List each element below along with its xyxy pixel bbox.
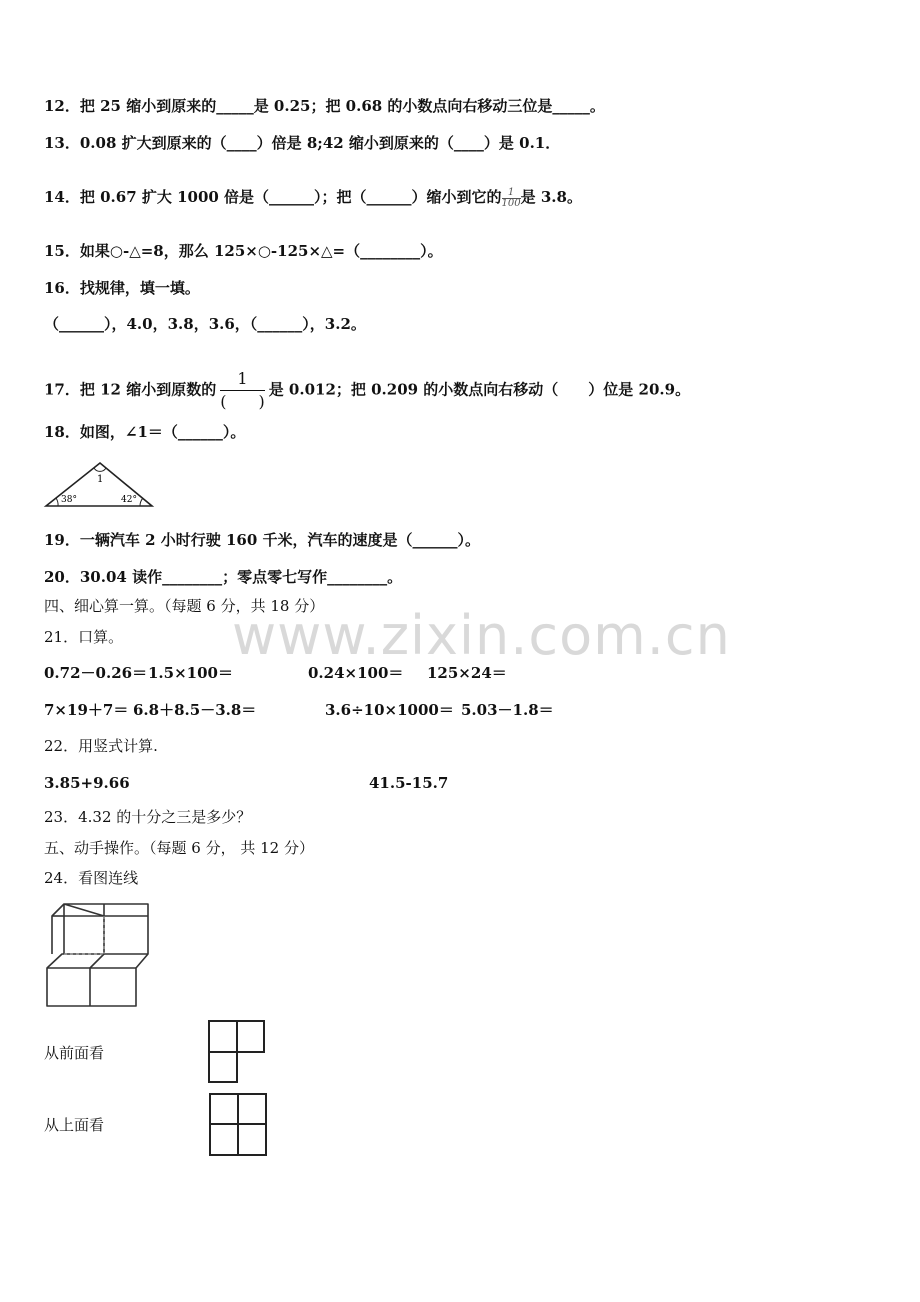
calc-item: 7×19＋7＝	[44, 701, 129, 719]
angle-38-label: 38°	[61, 495, 77, 505]
cube-outline	[47, 904, 148, 1006]
question-19: 19．一辆汽车 2 小时行驶 160 千米，汽车的速度是（______）。	[44, 531, 481, 549]
question-17	[44, 368, 690, 413]
calc-item: 0.72－0.26＝	[44, 664, 148, 682]
top-view-figure	[209, 1093, 267, 1157]
question-23: 23．4.32 的十分之三是多少？	[44, 808, 252, 826]
angle-38-arc	[56, 498, 58, 506]
calc-item: 0.24×100＝	[308, 664, 404, 682]
triangle-figure	[44, 460, 156, 510]
calc-item: 6.8＋8.5－3.8＝	[133, 701, 257, 719]
front-view-label: 从前面看	[44, 1044, 105, 1062]
vertical-calc-item: 41.5-15.7	[369, 774, 449, 792]
question-16-title: 16．找规律，填一填。	[44, 279, 200, 297]
question-12: 12．把 25 缩小到原来的_____是 0.25；把 0.68 的小数点向右移动三位是_____。	[44, 97, 605, 115]
question-14-text: 14．把 0.67 扩大 1000 倍是（______）；把（______）缩小到它的	[44, 188, 502, 206]
calc-item: 1.5×100＝	[148, 664, 233, 682]
calc-item: 3.6÷10×1000＝	[325, 701, 454, 719]
calc-item: 5.03－1.8＝	[461, 701, 554, 719]
question-24-title: 24．看图连线	[44, 869, 139, 887]
fraction-denominator: 100	[501, 197, 521, 209]
question-21-title: 21．口算。	[44, 628, 124, 646]
question-17-text: 17．把 12 缩小到原数的	[44, 380, 217, 399]
cube-stack-figure	[44, 900, 154, 1012]
fraction-1-100	[502, 188, 521, 209]
fraction-1-blank	[220, 368, 265, 413]
cube-edge	[52, 904, 64, 954]
watermark: www.zixin.com.cn	[232, 604, 731, 667]
angle-42-label: 42°	[121, 495, 137, 505]
section-5-title: 五、动手操作。（每题 6 分， 共 12 分）	[44, 839, 314, 857]
question-17-tail: 是 0.012；把 0.209 的小数点向右移动（ ）位是 20.9。	[268, 380, 691, 399]
vertical-calc-item: 3.85+9.66	[44, 774, 130, 792]
calc-item: 125×24＝	[427, 664, 507, 682]
fraction-numerator: 1	[502, 188, 521, 199]
question-18: 18．如图，∠1＝（______）。	[44, 423, 246, 441]
question-13: 13．0.08 扩大到原来的（____）倍是 8;42 缩小到原来的（____）是 0.1．	[44, 134, 561, 152]
top-view-label: 从上面看	[44, 1116, 105, 1134]
section-4-title: 四、细心算一算。（每题 6 分，共 18 分）	[44, 597, 325, 615]
cube-edge	[47, 968, 90, 1006]
angle-42-arc	[140, 498, 143, 506]
cube-edge	[90, 954, 104, 968]
question-16-sequence: （______），4.0，3.8，3.6，（______），3.2。	[44, 315, 366, 333]
question-14	[44, 187, 582, 209]
question-20: 20．30.04 读作________；零点零七写作________。	[44, 568, 403, 586]
angle-1-label: 1	[97, 474, 104, 485]
question-22-title: 22．用竖式计算.	[44, 737, 158, 755]
question-15: 15．如果○-△=8，那么 125×○-125×△=（________）。	[44, 242, 443, 260]
question-14-tail: 是 3.8。	[520, 188, 582, 206]
fraction-denominator: ( )	[220, 392, 265, 411]
angle-1-arc	[94, 468, 106, 471]
fraction-numerator: 1	[220, 368, 265, 391]
front-view-figure	[208, 1020, 266, 1084]
